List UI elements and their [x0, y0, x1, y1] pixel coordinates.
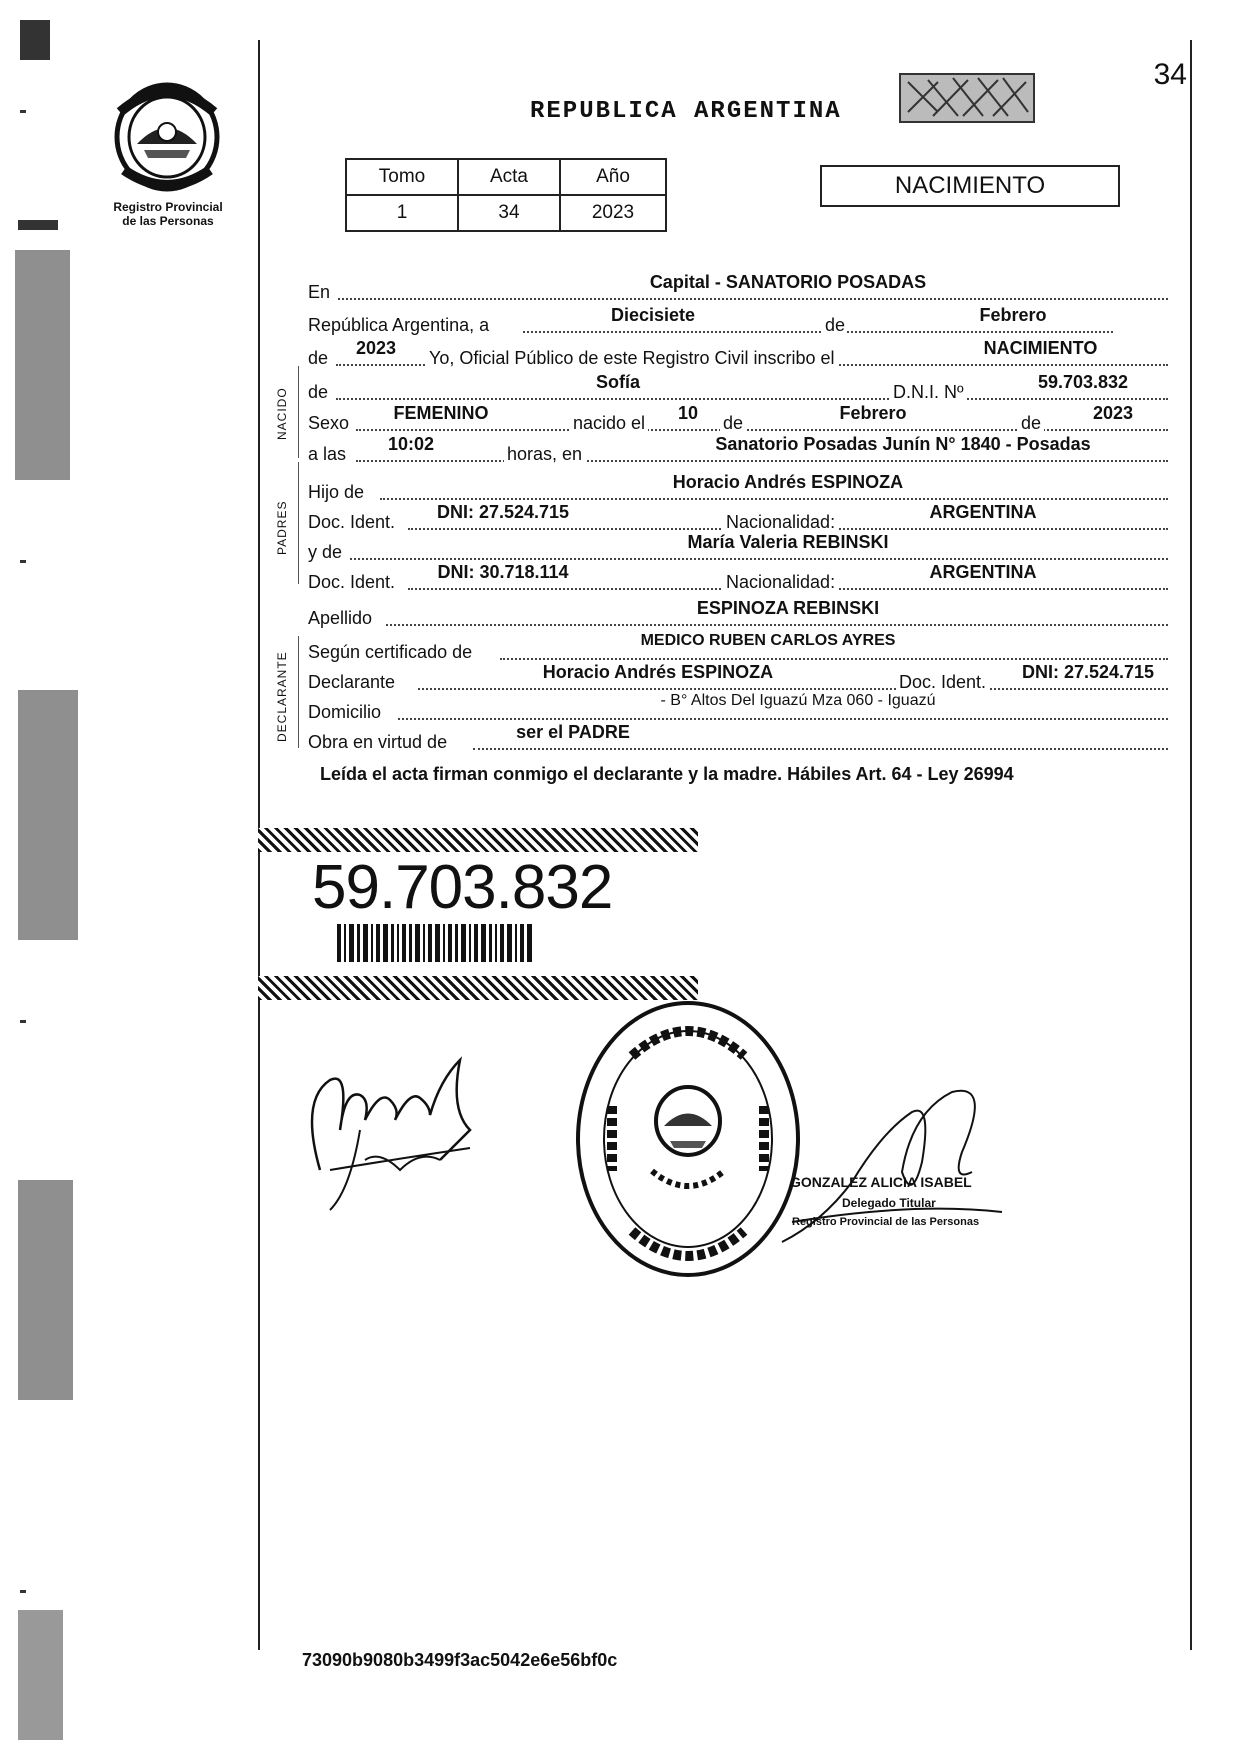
label-nac-padre: Nacionalidad: [723, 512, 838, 533]
declarant-signature [290, 1020, 510, 1220]
nacido-divider [298, 366, 299, 458]
label-de-nombre: de [308, 382, 329, 402]
row-y-de [308, 532, 1168, 562]
right-frame-line [1190, 40, 1192, 1650]
row-domicilio [308, 692, 1168, 722]
value-obra: ser el PADRE [516, 722, 630, 742]
value-doc-declarante: DNI: 27.524.715 [1021, 662, 1155, 682]
value-act: NACIMIENTO [983, 338, 1098, 358]
label-certificado: Según certificado de [308, 642, 473, 662]
value-lugar: Sanatorio Posadas Junín N° 1840 - Posadas [715, 434, 1091, 454]
label-de-anio: de [1018, 413, 1044, 434]
label-y-de: y de [308, 542, 343, 562]
value-birth-day: 10 [677, 403, 699, 423]
value-tomo: 1 [346, 195, 458, 231]
nacido-section-label: NACIDO [275, 387, 289, 440]
row-doc-madre [308, 562, 1168, 592]
id-number: 59.703.832 [312, 853, 613, 922]
dots [338, 296, 1168, 300]
label-horas-en: horas, en [504, 444, 585, 465]
row-nombre [308, 372, 1168, 402]
scan-edge-noise [0, 0, 90, 1747]
official-name: GONZALEZ ALICIA ISABEL [790, 1174, 972, 1190]
record-table-value-row [346, 195, 666, 231]
dots [350, 556, 1168, 560]
official-role: Delegado Titular [842, 1196, 936, 1210]
dots [500, 656, 1168, 660]
dots [398, 716, 1168, 720]
row-apellido [308, 598, 1168, 628]
row-anio [308, 338, 1168, 368]
label-republica: República Argentina, a [308, 315, 490, 335]
label-en: En [308, 282, 331, 302]
value-anio: 2023 [560, 195, 666, 231]
emblem-caption [88, 200, 248, 228]
declarante-divider [298, 636, 299, 748]
padres-divider [298, 462, 299, 584]
value-declarante: Horacio Andrés ESPINOZA [542, 662, 774, 682]
barcode [337, 924, 532, 962]
security-stamp-icon [898, 72, 1036, 124]
page-number: 34 [1153, 58, 1187, 91]
value-doc-madre: DNI: 30.718.114 [437, 562, 569, 582]
value-doc-padre: DNI: 27.524.715 [436, 502, 570, 522]
dots [356, 458, 1168, 462]
dots [380, 496, 1168, 500]
record-table-header-row [346, 159, 666, 195]
value-nac-padre: ARGENTINA [929, 502, 1037, 522]
value-birth-year: 2023 [1092, 403, 1134, 423]
label-obra: Obra en virtud de [308, 732, 448, 752]
label-doc-declarante: Doc. Ident. [896, 672, 989, 693]
dots [336, 396, 1168, 400]
label-a-las: a las [308, 444, 347, 464]
value-day: Diecisiete [610, 305, 696, 325]
value-nac-madre: ARGENTINA [929, 562, 1037, 582]
label-apellido: Apellido [308, 608, 373, 628]
label-de2: de [308, 348, 329, 368]
record-table [345, 158, 667, 232]
label-sexo: Sexo [308, 413, 350, 433]
label-de: de [825, 315, 846, 335]
header-tomo: Tomo [346, 159, 458, 195]
label-hijo-de: Hijo de [308, 482, 365, 502]
dots [418, 686, 1168, 690]
value-certificado: MEDICO RUBEN CARLOS AYRES [640, 632, 896, 649]
security-band-top [258, 828, 698, 852]
value-apellido: ESPINOZA REBINSKI [696, 598, 880, 618]
value-en: Capital - SANATORIO POSADAS [649, 272, 927, 292]
row-declarante [308, 662, 1168, 692]
official-office: Registro Provincial de las Personas [792, 1216, 980, 1228]
dots [386, 622, 1168, 626]
value-birth-month: Febrero [839, 403, 907, 423]
value-acta: 34 [458, 195, 560, 231]
dots [523, 329, 1113, 333]
document-title: REPUBLICA ARGENTINA [530, 98, 842, 125]
row-doc-padre [308, 502, 1168, 532]
label-oficial: Yo, Oficial Público de este Registro Civil inscribo el [426, 348, 838, 369]
value-dni: 59.703.832 [1037, 372, 1129, 392]
padres-section-label: PADRES [275, 500, 289, 555]
label-doc-madre: Doc. Ident. [308, 572, 396, 592]
row-certificado [308, 632, 1168, 662]
label-de-mes: de [720, 413, 746, 434]
declarante-section-label: DECLARANTE [275, 651, 289, 742]
label-declarante: Declarante [308, 672, 396, 692]
value-hora: 10:02 [387, 434, 435, 454]
value-year: 2023 [355, 338, 397, 358]
label-nac-madre: Nacionalidad: [723, 572, 838, 593]
header-anio: Año [560, 159, 666, 195]
row-republica [308, 305, 1168, 335]
dots [473, 746, 1168, 750]
act-type-box: NACIMIENTO [820, 165, 1120, 207]
row-obra [308, 722, 1168, 752]
value-domicilio: - B° Altos Del Iguazú Mza 060 - Iguazú [660, 692, 936, 709]
label-domicilio: Domicilio [308, 702, 382, 722]
label-doc-padre: Doc. Ident. [308, 512, 396, 532]
row-hora [308, 434, 1168, 464]
value-month: Febrero [979, 305, 1047, 325]
value-madre: María Valeria REBINSKI [687, 532, 889, 552]
misiones-emblem-icon [112, 82, 222, 192]
row-hijo-de [308, 472, 1168, 502]
row-en [308, 272, 1168, 302]
value-sexo: FEMENINO [393, 403, 489, 423]
dots [356, 427, 1168, 431]
value-padre: Horacio Andrés ESPINOZA [672, 472, 904, 492]
closing-text: Leída el acta firman conmigo el declarante y la madre. Hábiles Art. 64 - Ley 26994 [320, 764, 1014, 784]
header-acta: Acta [458, 159, 560, 195]
label-nacido-el: nacido el [570, 413, 648, 434]
value-name: Sofía [595, 372, 640, 392]
emblem-caption-line1: Registro Provincial [113, 200, 223, 214]
label-dni: D.N.I. Nº [890, 382, 967, 403]
document-hash: 73090b9080b3499f3ac5042e6e56bf0c [302, 1650, 618, 1670]
emblem-caption-line2: de las Personas [122, 214, 214, 228]
row-sexo [308, 403, 1168, 433]
